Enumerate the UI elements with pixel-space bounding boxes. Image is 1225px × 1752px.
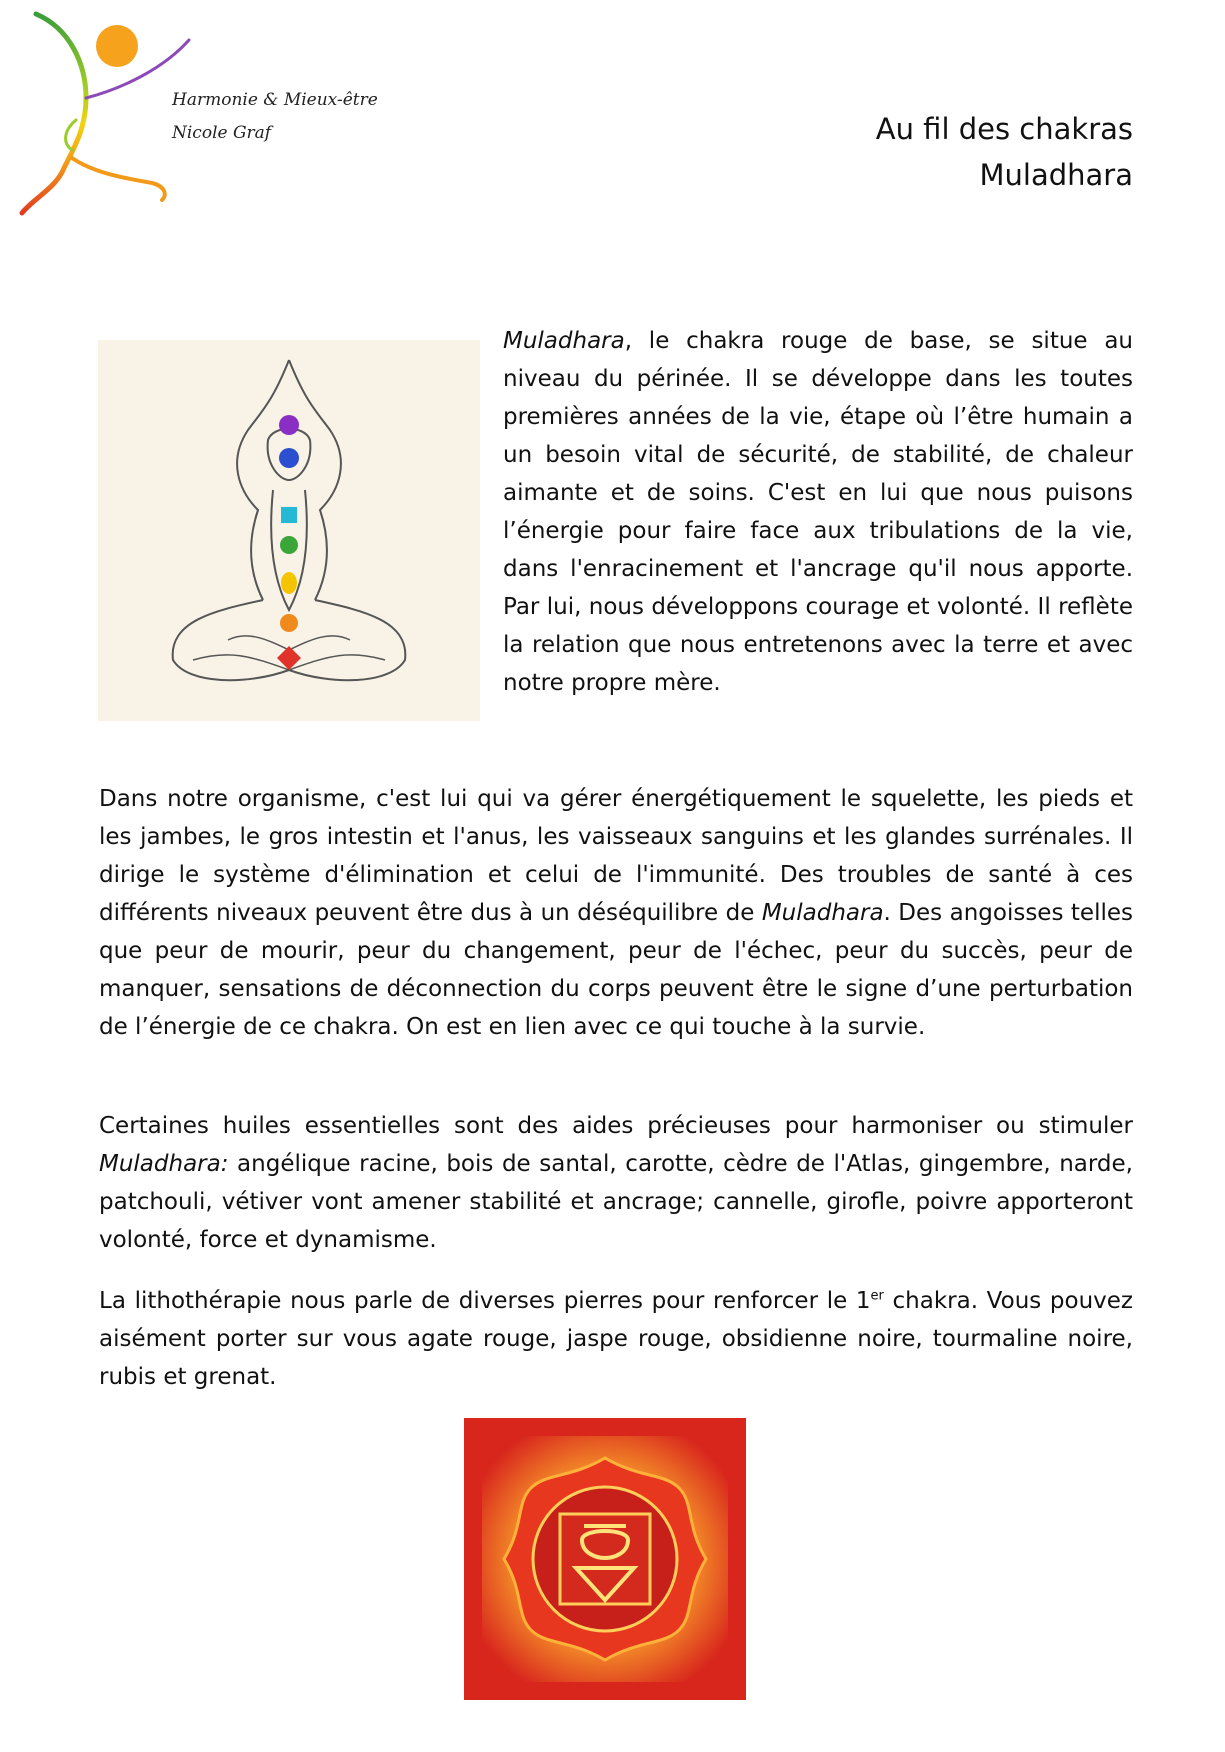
- brand-author: Nicole Graf: [172, 123, 272, 143]
- meditation-figure-illustration: [98, 340, 480, 721]
- oils-term: Muladhara:: [99, 1151, 229, 1177]
- intro-paragraph: [503, 322, 1133, 702]
- organism-text-after: . Des angoisses telles que peur de mourir, peur du changement, peur de l'échec, peur du succès, peur de manquer, sensations de déconnection du corps peuvent être le signe d’une perturbation de l’énergie de ce chakra. On est en lien avec ce qui touche à la survie.: [99, 900, 1133, 1040]
- essential-oils-paragraph: [99, 1107, 1133, 1259]
- organism-text-before: Dans notre organisme, c'est lui qui va gérer énergétiquement le squelette, les pieds et les jambes, le gros intestin et l'anus, les vaisseaux sanguins et les glandes surrénales. Il dirige le système d'élimination et celui de l'immunité. Des troubles de santé à ces différents niveaux peuvent être dus à un déséquilibre de: [99, 786, 1133, 926]
- oils-text-after: angélique racine, bois de santal, carotte, cèdre de l'Atlas, gingembre, narde, patchouli, vétiver vont amener stabilité et ancrage; cannelle, girofle, poivre apporteront volonté, force et dynamisme.: [99, 1151, 1133, 1253]
- litho-text-after: chakra. Vous pouvez aisément porter sur vous agate rouge, jaspe rouge, obsidienne noire, tourmaline noire, rubis et grenat.: [99, 1288, 1133, 1390]
- title-series: Au fil des chakras: [875, 112, 1133, 146]
- lithotherapy-paragraph: [99, 1282, 1133, 1396]
- document-title: [876, 106, 1133, 198]
- intro-term: Muladhara: [503, 328, 625, 354]
- organism-term: Muladhara: [761, 900, 884, 926]
- title-chakra: Muladhara: [979, 158, 1133, 192]
- litho-ordinal: er: [870, 1288, 884, 1304]
- organism-paragraph: [99, 780, 1133, 1046]
- brand-block: [172, 84, 378, 150]
- litho-text-before: La lithothérapie nous parle de diverses pierres pour renforcer le 1: [99, 1288, 871, 1314]
- oils-text-before: Certaines huiles essentielles sont des aides précieuses pour harmoniser ou stimuler: [99, 1113, 1133, 1139]
- brand-name: Harmonie & Mieux-être: [172, 90, 378, 110]
- muladhara-symbol-image: [464, 1418, 746, 1700]
- intro-text: , le chakra rouge de base, se situe au niveau du périnée. Il se développe dans les toutes premières années de la vie, étape où l’être humain a un besoin vital de sécurité, de stabilité, de chaleur aimante et de soins. C'est en lui que nous puisons l’énergie pour faire face aux tribulations de la vie, dans l'enracinement et l'ancrage qu'il nous apporte. Par lui, nous développons courage et volonté. Il reflète la relation que nous entretenons avec la terre et avec notre propre mère.: [503, 328, 1133, 696]
